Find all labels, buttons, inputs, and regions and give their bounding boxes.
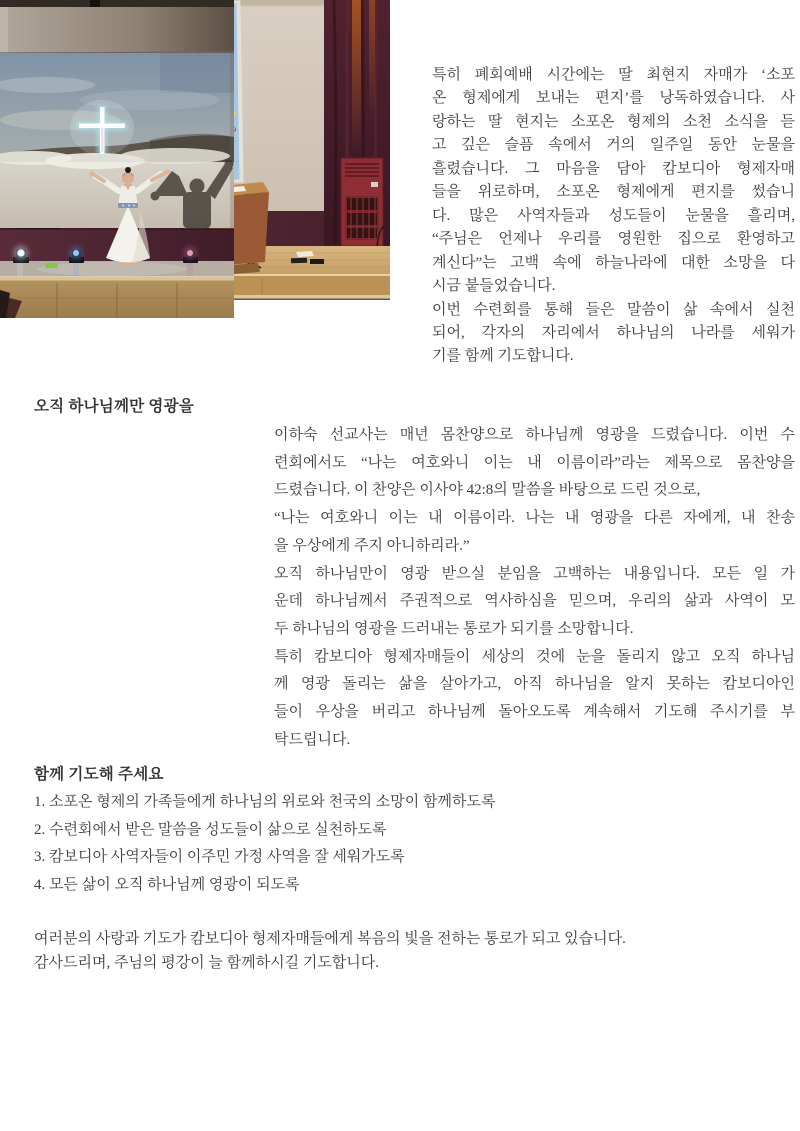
- text-line: 련회에서도 “나는 여호와니 이는 내 이름이라”라는 제목으로 몸찬양을: [274, 454, 795, 471]
- text-line: 시금 붙들었습니다.: [432, 278, 556, 295]
- closing-paragraph: [34, 928, 779, 976]
- text-line: 특히 캄보디아 형제자매들이 세상의 것에 눈을 돌리지 않고 오직 하나님: [274, 648, 795, 665]
- ceiling-strip: [0, 0, 234, 7]
- text-line: 감사드리며, 주님의 평강이 늘 함께하시길 기도합니다.: [34, 954, 380, 971]
- text-line: 흘렸습니다. 그 마음을 담아 캄보디아 형제자매: [432, 160, 795, 177]
- text-line: 드렸습니다. 이 찬양은 이사야 42:8의 말씀을 바탕으로 드린 것으로,: [274, 482, 701, 499]
- text-line: 을 우상에게 주지 아니하리라.”: [274, 537, 470, 554]
- text-line: 이하숙 선교사는 매년 몸찬양으로 하나님께 영광을 드렸습니다. 이번 수: [274, 427, 795, 443]
- text-line: 특히 폐회예배 시간에는 딸 최현지 자매가 ‘소포: [432, 67, 795, 83]
- photo-worship-dance: [0, 0, 234, 318]
- text-line: 2. 수련회에서 받은 말씀을 성도들이 삶으로 실천하도록: [34, 821, 387, 838]
- prayer-request-list: [34, 789, 764, 900]
- text-line: 탁드립니다.: [274, 731, 351, 748]
- stage-front-wood: [0, 277, 234, 318]
- text-line: 두 하나님의 영광을 드러내는 통로가 되기를 소망합니다.: [274, 620, 634, 637]
- text-line: 여러분의 사랑과 기도가 캄보디아 형제자매들에게 복음의 빛을 전하는 통로가 되고 있습니다.: [34, 931, 626, 947]
- paragraph-closing-worship: [432, 64, 795, 369]
- photo2-illustration: [0, 0, 234, 318]
- text-line: 이번 수련회를 통해 들은 말씀이 삶 속에서 실천: [432, 301, 795, 318]
- text-line: 3. 캄보디아 사역자들이 이주민 가정 사역을 잘 세워가도록: [34, 849, 405, 866]
- text-line: 고 깊은 슬픔 속에서 거의 일주일 동안 눈물을: [432, 137, 795, 154]
- paragraph-body-worship-dance: [274, 422, 795, 754]
- text-line: 들이 우상을 버리고 하나님께 돌아오도록 계속해서 기도해 주시기를 부: [274, 704, 795, 721]
- wall-above-screen: [0, 7, 234, 53]
- stage-floor: [0, 261, 234, 279]
- text-line: 계신다”는 고백 속에 하늘나라에 대한 소망을 다: [432, 254, 795, 271]
- screen-cross-scene: [0, 53, 234, 229]
- text-line: 온 형제에게 보내는 편지’를 낭독하였습니다. 사: [432, 90, 795, 107]
- section-heading-glory: 오직 하나님께만 영광을: [34, 398, 194, 415]
- heater-cabinet: [341, 158, 383, 246]
- text-line: “주님은 언제나 우리를 영원한 집으로 환영하고: [432, 231, 795, 248]
- text-line: “나는 여호와니 이는 내 이름이라. 나는 내 영광을 다른 자에게, 내 찬송: [274, 510, 795, 527]
- text-line: 랑하는 딸 현지는 소포온 형제의 소천 소식을 듣: [432, 113, 795, 130]
- text-line: 운데 하나님께서 주권적으로 역사하심을 믿으며, 우리의 삶과 사역이 모: [274, 593, 795, 610]
- text-line: 오직 하나님만이 영광 받으실 분임을 고백하는 내용입니다. 모든 일 가: [274, 565, 795, 582]
- text-line: 되어, 각자의 자리에서 하나님의 나라를 세워가: [432, 324, 795, 341]
- text-line: 기를 함께 기도합니다.: [432, 348, 574, 365]
- text-line: 1. 소포온 형제의 가족들에게 하나님의 위로와 천국의 소망이 함께하도록: [34, 794, 496, 810]
- text-line: 께 영광 돌리는 삶을 살아가고, 아직 하나님을 알지 못하는 캄보디아인: [274, 676, 795, 693]
- section-heading-prayer: 함께 기도해 주세요: [34, 766, 164, 783]
- text-line: 4. 모든 삶이 오직 하나님께 영광이 되도록: [34, 877, 300, 894]
- glowing-cross: [70, 100, 134, 156]
- green-floor-object: [45, 263, 58, 268]
- text-line: 들을 위로하며, 소포온 형제에게 편지를 썼습니: [432, 184, 795, 201]
- text-line: 다. 많은 사역자들과 성도들이 눈물을 흘리며,: [432, 207, 795, 224]
